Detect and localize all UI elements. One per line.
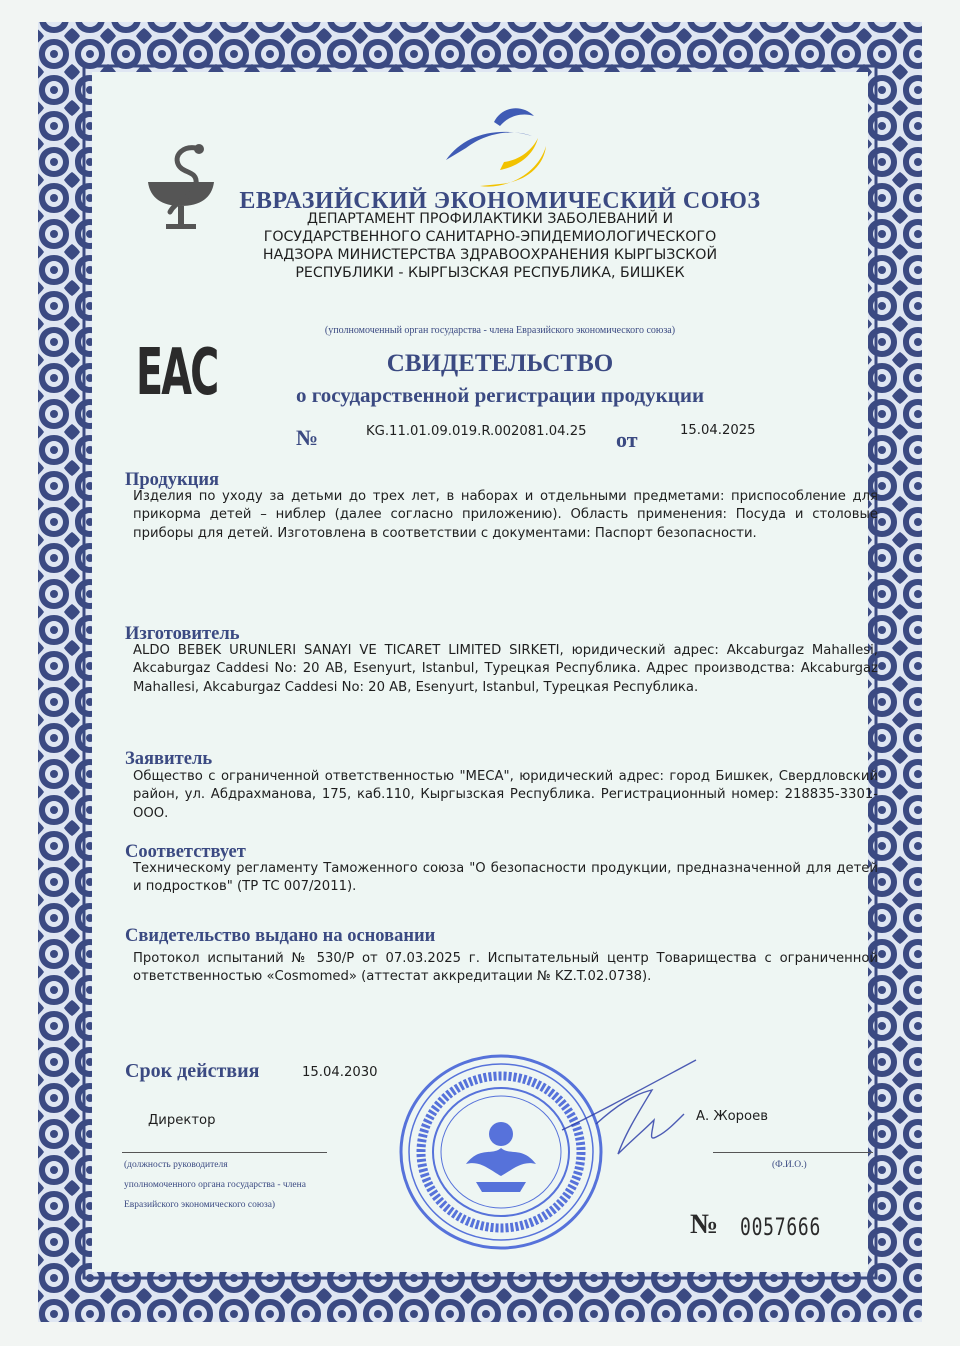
- name-line: [713, 1152, 873, 1153]
- department-line: ГОСУДАРСТВЕННОГО САНИТАРНО-ЭПИДЕМИОЛОГИЧЕСКОГО: [263, 229, 717, 245]
- serial-label: №: [690, 1209, 719, 1240]
- position-note: [124, 1155, 306, 1215]
- name-note: (Ф.И.О.): [772, 1160, 807, 1170]
- certificate-title: СВИДЕТЕЛЬСТВО: [386, 350, 614, 377]
- signer-position: Директор: [148, 1113, 216, 1128]
- certificate-date-label: от: [616, 427, 638, 452]
- conforms-heading: Соответствует: [125, 842, 246, 862]
- certificate-number: KG.11.01.09.019.R.002081.04.25: [366, 424, 587, 439]
- position-line: [122, 1152, 327, 1153]
- conforms-text: Техническому регламенту Таможенного союза "О безопасности продукции, предназначенной для детей и подростков" (ТР ТС 007/2011).: [133, 861, 878, 895]
- department-name: [210, 210, 770, 282]
- union-name: ЕВРАЗИЙСКИЙ ЭКОНОМИЧЕСКИЙ СОЮЗ: [239, 188, 761, 214]
- validity-date: 15.04.2030: [302, 1065, 378, 1080]
- manufacturer-heading: Изготовитель: [125, 624, 240, 644]
- position-note-line: уполномоченного органа государства - члена: [124, 1180, 306, 1190]
- handwritten-signature: [556, 1050, 706, 1170]
- product-text: Изделия по уходу за детьми до трех лет, в наборах и отдельными предметами: приспособление для прикорма детей – ниблер (далее согласно приложению). Область применения: Посуда и столовые приборы для детей. Изготовлена в соответствии с документами: Паспорт безопасности.: [133, 489, 878, 541]
- department-line: РЕСПУБЛИКИ - КЫРГЫЗСКАЯ РЕСПУБЛИКА, БИШКЕК: [295, 265, 685, 281]
- validity-label: Срок действия: [125, 1060, 260, 1082]
- department-line: НАДЗОРА МИНИСТЕРСТВА ЗДРАВООХРАНЕНИЯ КЫРГЫЗСКОЙ: [262, 247, 718, 263]
- position-note-line: (должность руководителя: [124, 1160, 228, 1170]
- manufacturer-text: ALDO BEBEK URUNLERI SANAYI VE TICARET LIMITED SIRKETI, юридический адрес: Akcaburgaz Mahallesi, Akcaburgaz Caddesi No: 20 AB, Esenyurt, Istanbul, Турецкая Республика. Адрес производства: Akcaburgaz Mahallesi, Akcaburgaz Caddesi No: 20 AB, Esenyurt, Istanbul, Турецкая Республика.: [133, 643, 878, 695]
- position-note-line: Евразийского экономического союза): [124, 1200, 276, 1210]
- signer-name: А. Жороев: [696, 1109, 769, 1124]
- certificate-number-label: №: [296, 425, 319, 450]
- serial-number: 0057666: [740, 1213, 822, 1241]
- authority-note: (уполномоченный орган государства - члена Евразийского экономического союза): [324, 325, 676, 336]
- applicant-text: Общество с ограниченной ответственностью "МЕСА", юридический адрес: город Бишкек, Свердловский район, ул. Абдрахманова, 175, каб.110, Кыргызская Республика. Регистрационный номер: 218835-3301-ООО.: [133, 769, 878, 821]
- certificate-date: 15.04.2025: [680, 423, 756, 438]
- product-heading: Продукция: [125, 470, 219, 490]
- eac-mark: ЕАС: [136, 336, 218, 410]
- applicant-heading: Заявитель: [125, 749, 213, 769]
- certificate-subtitle: о государственной регистрации продукции: [295, 383, 705, 407]
- basis-heading: Свидетельство выдано на основании: [125, 926, 436, 946]
- department-line: ДЕПАРТАМЕНТ ПРОФИЛАКТИКИ ЗАБОЛЕВАНИЙ И: [306, 211, 674, 227]
- basis-text: Протокол испытаний № 530/Р от 07.03.2025 г. Испытательный центр Товарищества с ограниченной ответственностью «Cosmomed» (аттестат аккредитации № KZ.T.02.0738).: [133, 951, 878, 985]
- eaeu-logo-icon: [440, 100, 552, 192]
